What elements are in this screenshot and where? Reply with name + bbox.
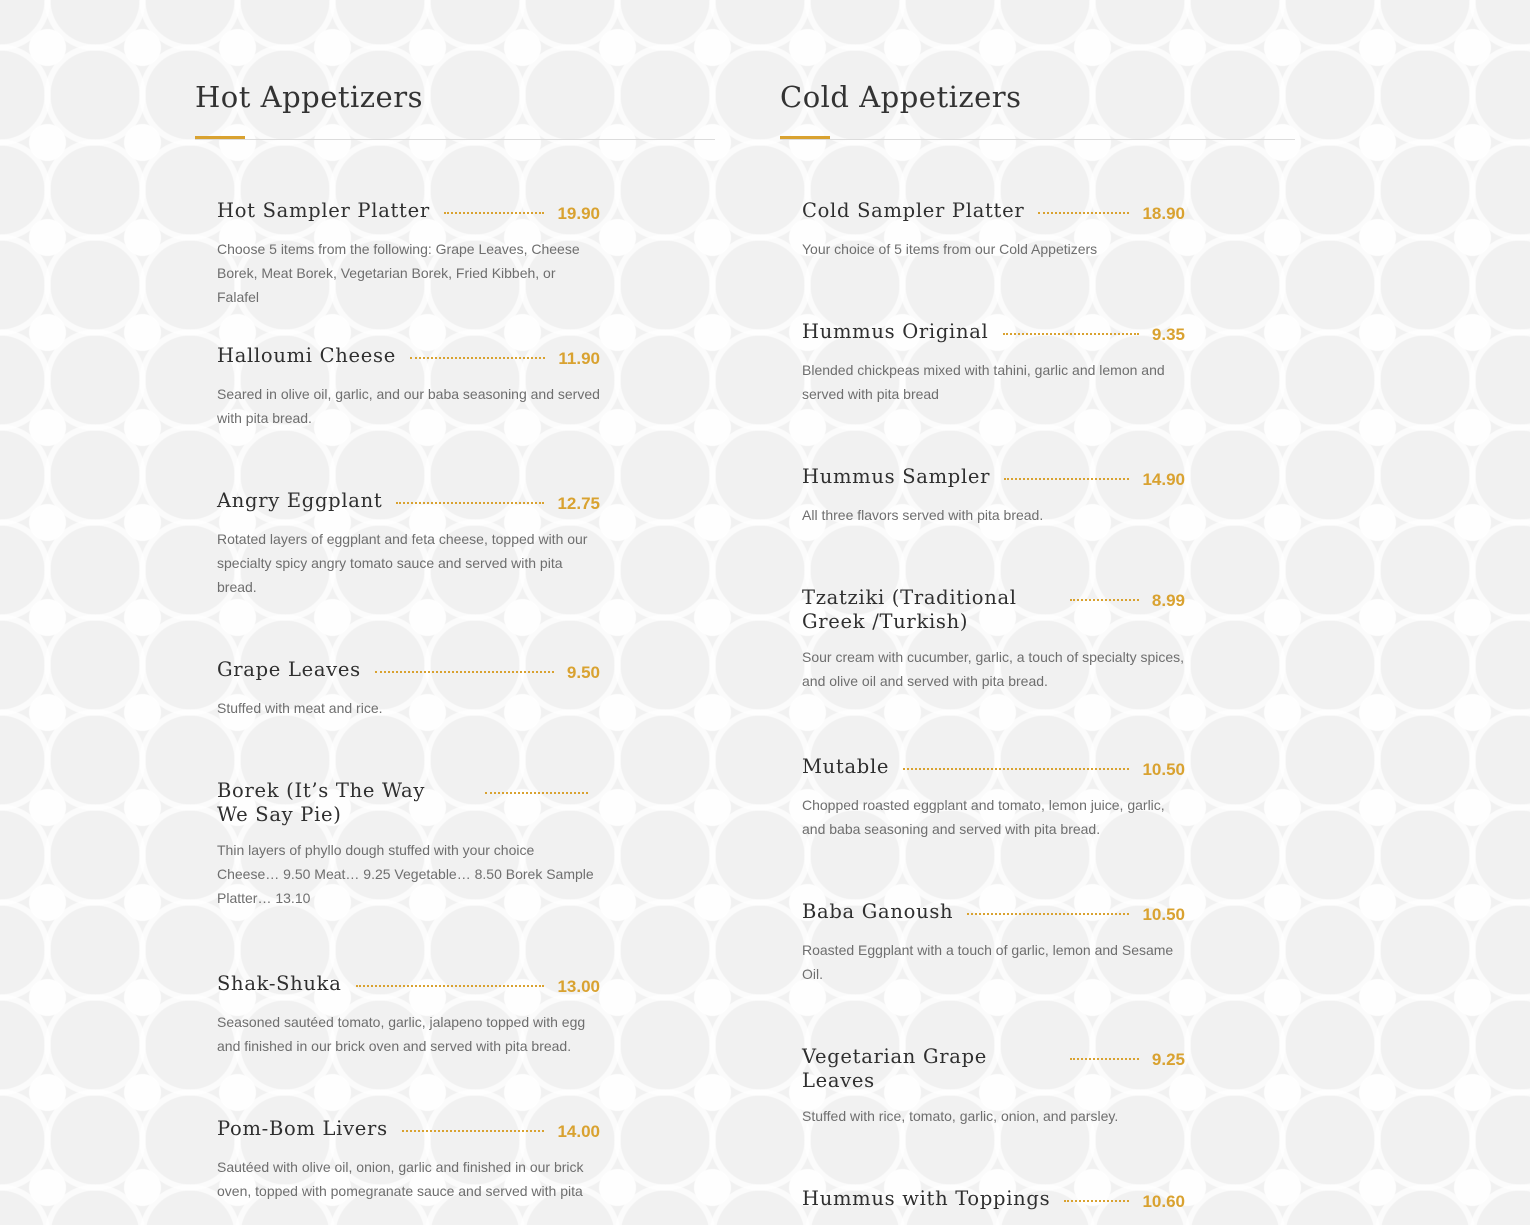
item-description: Sour cream with cucumber, garlic, a touch of specialty spices, and olive oil and served with pita bread. bbox=[802, 649, 1185, 689]
item-name: Baba Ganoush bbox=[802, 900, 954, 923]
item-name: Tzatziki (Traditional Greek /Turkish) bbox=[802, 586, 1017, 633]
item-name: Halloumi Cheese bbox=[217, 344, 396, 367]
item-description: Blended chickpeas mixed with tahini, garlic and lemon and served with pita bread bbox=[802, 362, 1165, 402]
item-price: 18.90 bbox=[1142, 204, 1185, 223]
item-price: 19.90 bbox=[557, 204, 600, 223]
dotted-leader bbox=[375, 658, 554, 673]
menu-item bbox=[217, 489, 600, 599]
dotted-leader bbox=[396, 489, 544, 504]
dotted-leader bbox=[444, 199, 545, 214]
item-name: Angry Eggplant bbox=[217, 489, 383, 512]
item-name: Grape Leaves bbox=[217, 658, 361, 681]
dotted-leader bbox=[967, 900, 1129, 915]
section-accent-bar bbox=[195, 136, 245, 139]
dotted-leader bbox=[356, 972, 545, 987]
menu-item bbox=[802, 755, 1185, 841]
item-price: 12.75 bbox=[557, 494, 600, 513]
item-price: 8.99 bbox=[1151, 591, 1185, 610]
menu-item bbox=[217, 779, 600, 910]
menu-item bbox=[217, 344, 600, 430]
item-description: Roasted Eggplant with a touch of garlic, lemon and Sesame Oil. bbox=[802, 942, 1174, 982]
section-accent-bar bbox=[780, 136, 830, 139]
item-description: All three flavors served with pita bread. bbox=[802, 507, 1044, 523]
dotted-leader bbox=[1003, 320, 1139, 335]
item-price: 10.50 bbox=[1142, 760, 1185, 779]
item-description: Sautéed with olive oil, onion, garlic and finished in our brick oven, topped with pomegranate sauce and served with pita bbox=[217, 1159, 584, 1199]
section-divider bbox=[195, 139, 715, 140]
menu-item bbox=[802, 199, 1185, 261]
item-price: 10.50 bbox=[1142, 905, 1185, 924]
item-price: 11.90 bbox=[558, 349, 600, 368]
menu-item bbox=[802, 1045, 1185, 1128]
item-description: Stuffed with rice, tomato, garlic, onion, and parsley. bbox=[802, 1108, 1119, 1124]
item-name: Hummus Sampler bbox=[802, 465, 991, 488]
item-price: 9.50 bbox=[566, 663, 600, 682]
dotted-leader bbox=[402, 1117, 545, 1132]
dotted-leader bbox=[1070, 586, 1139, 601]
dotted-leader bbox=[1004, 465, 1129, 480]
item-description: Seared in olive oil, garlic, and our baba seasoning and served with pita bread. bbox=[217, 386, 600, 426]
item-name: Vegetarian Grape Leaves bbox=[802, 1045, 988, 1092]
dotted-leader bbox=[410, 344, 545, 359]
item-name: Borek (It’s The Way We Say Pie) bbox=[217, 779, 426, 826]
item-price: 9.35 bbox=[1151, 325, 1185, 344]
dotted-leader bbox=[1070, 1045, 1139, 1060]
item-description: Stuffed with meat and rice. bbox=[217, 700, 383, 716]
item-name: Mutable bbox=[802, 755, 890, 778]
menu-item bbox=[217, 972, 600, 1058]
item-description: Chopped roasted eggplant and tomato, lemon juice, garlic, and baba seasoning and served with pita bread. bbox=[802, 797, 1165, 837]
item-description: Thin layers of phyllo dough stuffed with your choice Cheese… 9.50 Meat… 9.25 Vegetable… 8.50 Borek Sample Platter… 13.10 bbox=[217, 842, 594, 906]
item-price: 9.25 bbox=[1151, 1050, 1185, 1069]
menu-item bbox=[802, 586, 1185, 693]
dotted-leader bbox=[1038, 199, 1129, 214]
item-name: Cold Sampler Platter bbox=[802, 199, 1025, 222]
item-name: Hummus with Toppings bbox=[802, 1187, 1051, 1210]
section-title: Hot Appetizers bbox=[195, 80, 423, 114]
item-description: Choose 5 items from the following: Grape Leaves, Cheese Borek, Meat Borek, Vegetarian Borek, Fried Kibbeh, or Falafel bbox=[217, 241, 580, 305]
section-title: Cold Appetizers bbox=[780, 80, 1022, 114]
dotted-leader bbox=[1064, 1187, 1129, 1202]
item-name: Hot Sampler Platter bbox=[217, 199, 430, 222]
item-description: Seasoned sautéed tomato, garlic, jalapeno topped with egg and finished in our brick oven and served with pita bread. bbox=[217, 1014, 586, 1054]
item-name: Hummus Original bbox=[802, 320, 989, 343]
menu-item bbox=[802, 900, 1185, 986]
menu-item bbox=[802, 320, 1185, 406]
dotted-leader bbox=[485, 779, 588, 794]
menu-item bbox=[802, 465, 1185, 527]
item-price: 14.00 bbox=[557, 1122, 600, 1141]
menu-item bbox=[217, 199, 600, 309]
item-description: Your choice of 5 items from our Cold Appetizers bbox=[802, 241, 1098, 257]
menu-item bbox=[802, 1187, 1185, 1225]
item-name: Pom-Bom Livers bbox=[217, 1117, 388, 1140]
item-price: 10.60 bbox=[1142, 1192, 1185, 1211]
dotted-leader bbox=[903, 755, 1129, 770]
menu-item bbox=[217, 658, 600, 720]
item-price: 13.00 bbox=[557, 977, 600, 996]
item-description: Rotated layers of eggplant and feta cheese, topped with our specialty spicy angry tomato sauce and served with pita bread. bbox=[217, 531, 588, 595]
section-divider bbox=[780, 139, 1295, 140]
item-price: 14.90 bbox=[1142, 470, 1185, 489]
item-name: Shak-Shuka bbox=[217, 972, 342, 995]
menu-item bbox=[217, 1117, 600, 1203]
